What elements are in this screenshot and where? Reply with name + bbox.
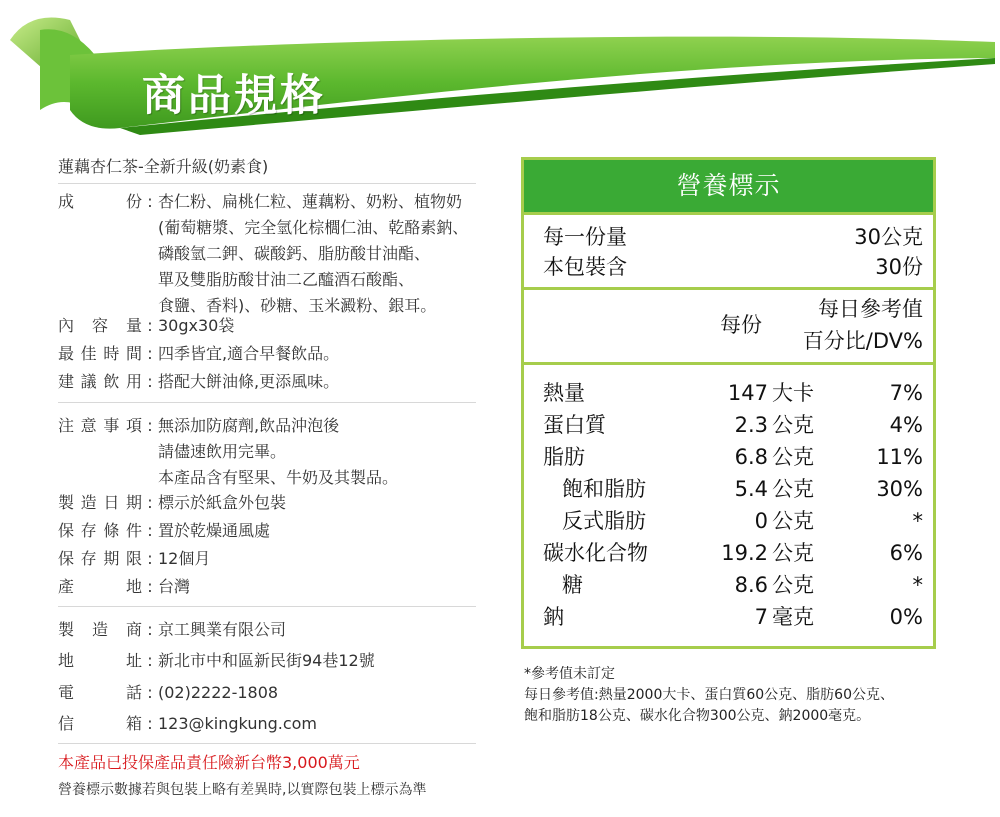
divider — [58, 402, 476, 403]
best-time-row: 最佳時間 : 四季皆宜,適合早餐飲品。 — [58, 341, 339, 367]
maker-label: 製造商 — [58, 620, 142, 639]
daily-value-header: 每日參考值 — [818, 297, 923, 321]
divider — [524, 362, 933, 365]
per-serving-header: 每份 — [720, 313, 762, 337]
footnote: 每日參考值:熱量2000大卡、蛋白質60公克、脂肪60公克、 — [524, 687, 894, 703]
content-row: 內容量 : 30gx30袋 — [58, 313, 234, 339]
nutrient-name: 反式脂肪 — [562, 509, 646, 533]
nutrient-dv: 11% — [876, 445, 923, 469]
ingredients-line: 杏仁粉、扁桃仁粒、蓮藕粉、奶粉、植物奶 — [158, 192, 463, 211]
nutrient-amount: 6.8 — [734, 445, 768, 469]
nutrient-dv: * — [912, 509, 923, 533]
suggest-value: 搭配大餅油條,更添風味。 — [158, 372, 340, 391]
storage-value: 置於乾燥通風處 — [158, 521, 271, 540]
mail-label: 信箱 — [58, 714, 142, 733]
ingredients-line: (葡萄糖漿、完全氫化棕櫚仁油、乾酪素鈉、 — [158, 218, 469, 237]
mfg-date-label: 製造日期 — [58, 493, 142, 512]
footnote: 飽和脂肪18公克、碳水化合物300公克、鈉2000毫克。 — [524, 708, 871, 724]
nutrient-unit: 公克 — [772, 509, 814, 533]
ingredients-line: 食鹽、香料)、砂糖、玉米澱粉、銀耳。 — [158, 296, 437, 315]
phone-row: 電話 : (02)2222-1808 — [58, 680, 278, 706]
origin-row: 產地 : 台灣 — [58, 574, 190, 600]
nutrient-unit: 公克 — [772, 413, 814, 437]
nutrient-amount: 147 — [727, 381, 768, 405]
nutrient-unit: 公克 — [772, 445, 814, 469]
divider — [58, 606, 476, 607]
suggest-label: 建議飲用 — [58, 372, 142, 391]
notice-line: 本產品含有堅果、牛奶及其製品。 — [158, 468, 399, 487]
best-time-label: 最佳時間 — [58, 344, 142, 363]
notice-line: 請儘速飲用完畢。 — [158, 442, 287, 461]
nutrition-title: 營養標示 — [524, 160, 933, 212]
phone-value: (02)2222-1808 — [158, 683, 279, 702]
nutrient-amount: 19.2 — [721, 541, 768, 565]
nutrient-dv: 7% — [889, 381, 923, 405]
divider — [58, 743, 476, 744]
address-label: 地址 — [58, 651, 142, 670]
product-name: 蓮藕杏仁茶-全新升級(奶素食) — [58, 157, 269, 176]
mail-row: 信箱 : 123@kingkung.com — [58, 711, 317, 737]
maker-row: 製造商 : 京工興業有限公司 — [58, 617, 286, 643]
content-value: 30gx30袋 — [158, 316, 235, 335]
pack-label: 本包裝含 — [543, 255, 627, 279]
content-label: 內容量 — [58, 316, 142, 335]
nutrient-name: 飽和脂肪 — [562, 477, 646, 501]
serving-label: 每一份量 — [543, 225, 627, 249]
nutrient-unit: 大卡 — [772, 381, 814, 405]
notice-label: 注意事項 — [58, 416, 142, 435]
nutrient-name: 熱量 — [543, 381, 585, 405]
maker-value: 京工興業有限公司 — [158, 620, 287, 639]
notice-line: 無添加防腐劑,飲品沖泡後 — [158, 416, 340, 435]
address-row: 地址 : 新北市中和區新民街94巷12號 — [58, 648, 375, 674]
shelf-value: 12個月 — [158, 549, 211, 568]
nutrient-unit: 公克 — [772, 477, 814, 501]
ingredients-line: 磷酸氫二鉀、碳酸鈣、脂肪酸甘油酯、 — [158, 244, 431, 263]
ingredients-row: 成份 : 杏仁粉、扁桃仁粒、蓮藕粉、奶粉、植物奶 (葡萄糖漿、完全氫化棕櫚仁油、乾酪素鈉、 磷酸氫二鉀、碳酸鈣、脂肪酸甘油酯、 單及雙脂肪酸甘油二乙醯酒石酸酯、 食鹽、香料)、砂糖、玉米澱粉、銀耳。 — [58, 189, 468, 319]
nutrient-name: 碳水化合物 — [543, 541, 648, 565]
nutrient-dv: 6% — [889, 541, 923, 565]
daily-value-header: 百分比/DV% — [802, 329, 923, 353]
serving-value: 30公克 — [854, 225, 923, 249]
pack-value: 30份 — [875, 255, 923, 279]
nutrient-dv: 30% — [876, 477, 923, 501]
ingredients-label: 成份 — [58, 192, 142, 211]
divider — [524, 287, 933, 290]
shelf-row: 保存期限 : 12個月 — [58, 546, 210, 572]
nutrient-amount: 2.3 — [734, 413, 768, 437]
nutrient-name: 脂肪 — [543, 445, 585, 469]
divider — [58, 183, 476, 184]
disclaimer-text: 營養標示數據若與包裝上略有差異時,以實際包裝上標示為準 — [58, 782, 427, 798]
nutrient-amount: 8.6 — [734, 573, 768, 597]
banner — [0, 0, 1000, 150]
ingredients-line: 單及雙脂肪酸甘油二乙醯酒石酸酯、 — [158, 270, 415, 289]
nutrient-dv: 4% — [889, 413, 923, 437]
origin-value: 台灣 — [158, 577, 191, 596]
nutrient-amount: 7 — [754, 605, 768, 629]
nutrition-table — [521, 157, 936, 649]
nutrient-name: 糖 — [562, 573, 583, 597]
nutrient-unit: 毫克 — [772, 605, 814, 629]
nutrient-amount: 0 — [754, 509, 768, 533]
notice-row: 注意事項 : 無添加防腐劑,飲品沖泡後 請儘速飲用完畢。 本產品含有堅果、牛奶及其製品。 — [58, 413, 398, 491]
banner-title: 商品規格 — [142, 71, 326, 121]
nutrient-unit: 公克 — [772, 573, 814, 597]
shelf-label: 保存期限 — [58, 549, 142, 568]
divider — [524, 212, 933, 215]
footnote: *參考值未訂定 — [524, 666, 615, 682]
address-value: 新北市中和區新民街94巷12號 — [158, 651, 375, 670]
nutrient-dv: * — [912, 573, 923, 597]
nutrient-name: 鈉 — [543, 605, 564, 629]
nutrient-name: 蛋白質 — [543, 413, 606, 437]
insurance-text: 本產品已投保產品責任險新台幣3,000萬元 — [58, 753, 360, 772]
mfg-date-value: 標示於紙盒外包裝 — [158, 493, 287, 512]
mail-value: 123@kingkung.com — [158, 714, 318, 733]
origin-label: 產地 — [58, 577, 142, 596]
nutrient-dv: 0% — [889, 605, 923, 629]
phone-label: 電話 — [58, 683, 142, 702]
storage-label: 保存條件 — [58, 521, 142, 540]
suggest-row: 建議飲用 : 搭配大餅油條,更添風味。 — [58, 369, 339, 395]
best-time-value: 四季皆宜,適合早餐飲品。 — [158, 344, 340, 363]
nutrient-unit: 公克 — [772, 541, 814, 565]
storage-row: 保存條件 : 置於乾燥通風處 — [58, 518, 270, 544]
mfg-date-row: 製造日期 : 標示於紙盒外包裝 — [58, 490, 286, 516]
nutrient-amount: 5.4 — [734, 477, 768, 501]
